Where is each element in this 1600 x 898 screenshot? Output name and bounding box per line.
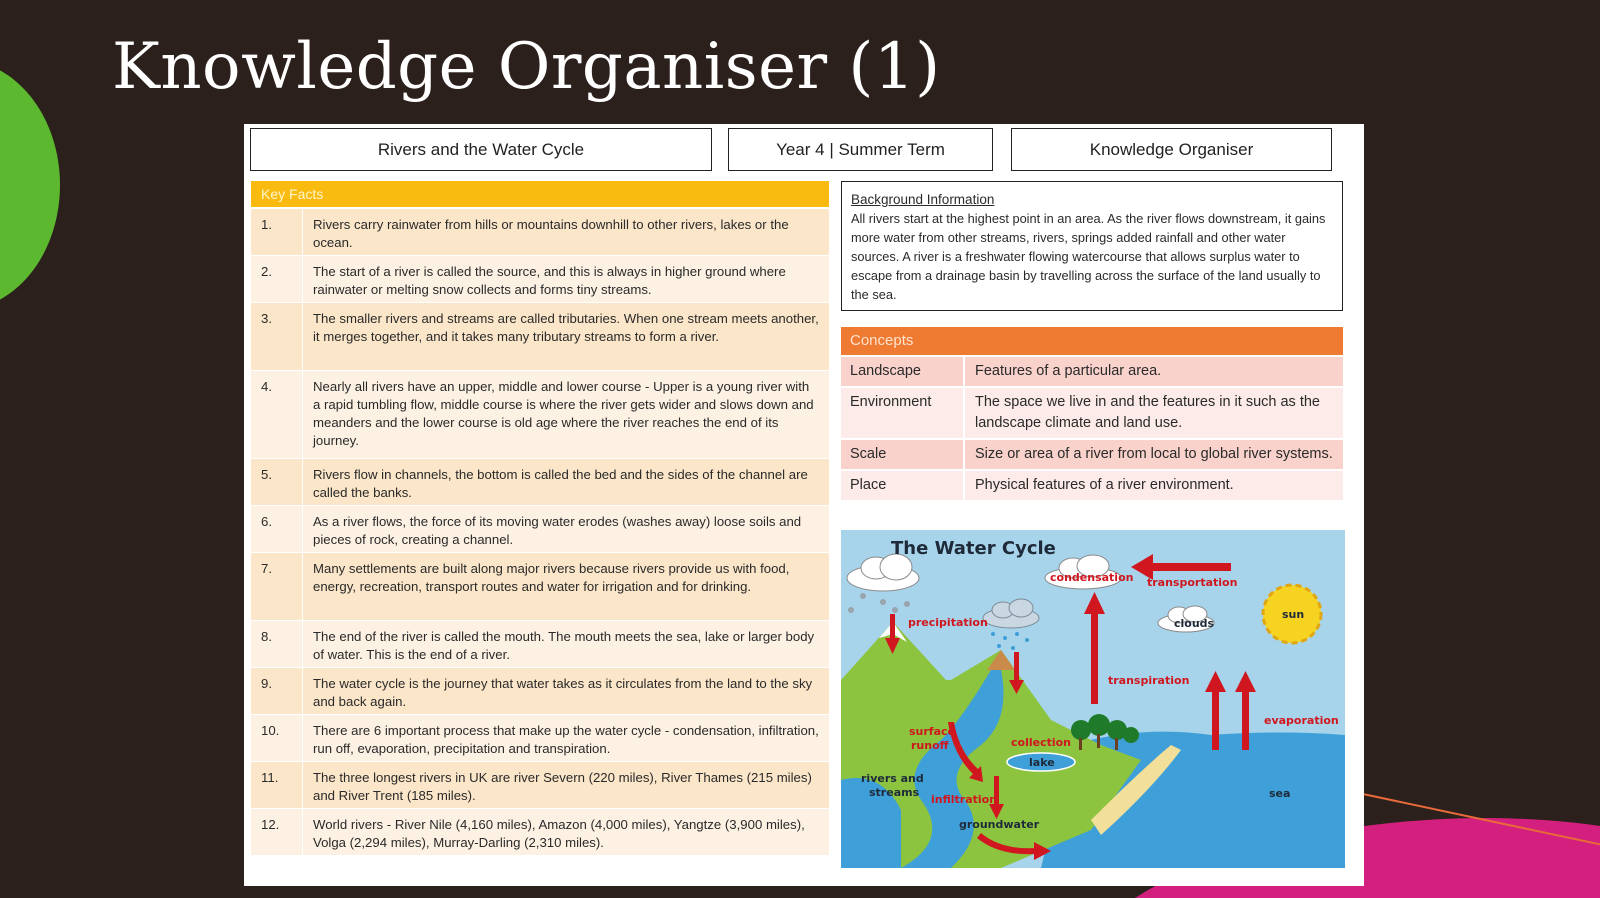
evaporation-arrow-1 [1212, 690, 1219, 750]
label-lake: lake [1029, 756, 1055, 769]
key-fact-row [251, 256, 829, 303]
key-fact-number: 1. [251, 209, 303, 255]
header-topic: Rivers and the Water Cycle [250, 128, 712, 171]
key-fact-row [251, 459, 829, 506]
key-fact-row [251, 809, 829, 856]
rain-arrow [1014, 652, 1019, 682]
key-fact-text: The end of the river is called the mouth. The mouth meets the sea, lake or larger body of water. This is the end of a river. [313, 629, 815, 662]
key-fact-number: 5. [251, 459, 303, 505]
key-fact-row [251, 762, 829, 809]
key-fact-text: Rivers flow in channels, the bottom is called the bed and the sides of the channel are called the banks. [313, 467, 808, 500]
key-fact-text: The smaller rivers and streams are called tributaries. When one stream meets another, it merges together, and it takes many tributary streams to form a river. [313, 311, 819, 344]
label-groundwater: groundwater [959, 818, 1040, 831]
label-precipitation: precipitation [908, 616, 988, 629]
key-fact-row [251, 668, 829, 715]
header-type: Knowledge Organiser [1011, 128, 1332, 171]
key-fact-number: 12. [251, 809, 303, 855]
concept-term: Scale [841, 440, 965, 469]
concept-definition: Size or area of a river from local to global river systems. [975, 446, 1333, 462]
key-fact-row [251, 209, 829, 256]
label-sun: sun [1282, 608, 1305, 621]
key-fact-text: Many settlements are built along major rivers because rivers provide us with food, energy, recreation, transport routes and water for irrigation and for drinking. [313, 561, 790, 594]
concept-row [841, 388, 1343, 440]
label-evaporation: evaporation [1264, 714, 1339, 727]
concept-definition: Physical features of a river environment. [975, 477, 1234, 493]
concept-definition: The space we live in and the features in it such as the landscape climate and land use. [975, 394, 1320, 431]
transpiration-arrow [1091, 612, 1098, 704]
key-fact-row [251, 715, 829, 762]
key-fact-text: The water cycle is the journey that water takes as it circulates from the land to the sky and back again. [313, 676, 813, 709]
concept-term: Environment [841, 388, 965, 438]
water-cycle-title: The Water Cycle [891, 538, 1056, 559]
key-fact-row [251, 506, 829, 553]
key-fact-row [251, 553, 829, 621]
key-fact-number: 4. [251, 371, 303, 458]
key-fact-text: There are 6 important process that make up the water cycle - condensation, infiltration, run off, evaporation, precipitation and transpiration. [313, 723, 819, 756]
label-transpiration: transpiration [1108, 674, 1190, 687]
label-transportation: transportation [1147, 576, 1238, 589]
key-fact-row [251, 621, 829, 668]
concepts-heading: Concepts [841, 327, 1343, 355]
concept-row [841, 357, 1343, 388]
knowledge-organiser-sheet [244, 124, 1364, 886]
water-cycle-diagram [841, 530, 1345, 868]
key-fact-number: 7. [251, 553, 303, 620]
key-facts-table [251, 209, 829, 856]
precipitation-arrow [890, 614, 895, 640]
key-fact-text: As a river flows, the force of its moving water erodes (washes away) loose soils and pieces of rock, creating a channel. [313, 514, 802, 547]
transportation-arrow [1151, 563, 1231, 571]
concept-definition: Features of a particular area. [975, 363, 1162, 379]
key-fact-text: World rivers - River Nile (4,160 miles), Amazon (4,000 miles), Yangtze (3,900 miles), Volga (2,294 miles), Murray-Darling (2,310 miles). [313, 817, 805, 850]
decor-green-shape [0, 60, 60, 310]
label-clouds: clouds [1174, 617, 1215, 630]
label-rivers: rivers and [861, 772, 924, 785]
slide-title: Knowledge Organiser (1) [112, 30, 941, 104]
background-info-box [841, 181, 1343, 311]
label-runoff: runoff [911, 739, 949, 752]
label-surface: surface [909, 725, 955, 738]
label-infiltration: infiltration [931, 793, 998, 806]
key-fact-number: 9. [251, 668, 303, 714]
key-fact-number: 11. [251, 762, 303, 808]
label-streams: streams [869, 786, 920, 799]
key-fact-text: Rivers carry rainwater from hills or mountains downhill to other rivers, lakes or the ocean. [313, 217, 789, 250]
concept-row [841, 440, 1343, 471]
key-fact-text: The three longest rivers in UK are river Severn (220 miles), River Thames (215 miles) and River Trent (185 miles). [313, 770, 812, 803]
key-fact-number: 8. [251, 621, 303, 667]
key-fact-text: The start of a river is called the source, and this is always in higher ground where rainwater or melting snow collects and forms tiny streams. [313, 264, 786, 297]
key-fact-text: Nearly all rivers have an upper, middle and lower course - Upper is a young river with a rapid tumbling flow, middle course is where the river gets wider and slows down and meanders and the lower course is old age where the river reaches the end of its journey. [313, 379, 814, 448]
key-fact-number: 3. [251, 303, 303, 370]
label-collection: collection [1011, 736, 1072, 749]
concept-term: Place [841, 471, 965, 500]
concept-row [841, 471, 1343, 502]
key-fact-row [251, 303, 829, 371]
background-info-title: Background Information [851, 192, 995, 207]
header-term: Year 4 | Summer Term [728, 128, 993, 171]
concept-term: Landscape [841, 357, 965, 386]
label-condensation: condensation [1050, 571, 1134, 584]
key-fact-number: 6. [251, 506, 303, 552]
key-fact-row [251, 371, 829, 459]
key-fact-number: 2. [251, 256, 303, 302]
concepts-table [841, 357, 1343, 502]
label-sea: sea [1269, 787, 1291, 800]
background-info-text: All rivers start at the highest point in an area. As the river flows downstream, it gains more water from other streams, rivers, springs added rainfall and other water sources. A river is a freshwater flowing watercourse that allows surplus water to escape from a drainage basin by travelling across the surface of the land usually to the sea. [851, 211, 1326, 302]
evaporation-arrow-2 [1242, 690, 1249, 750]
key-fact-number: 10. [251, 715, 303, 761]
key-facts-heading: Key Facts [251, 181, 829, 207]
